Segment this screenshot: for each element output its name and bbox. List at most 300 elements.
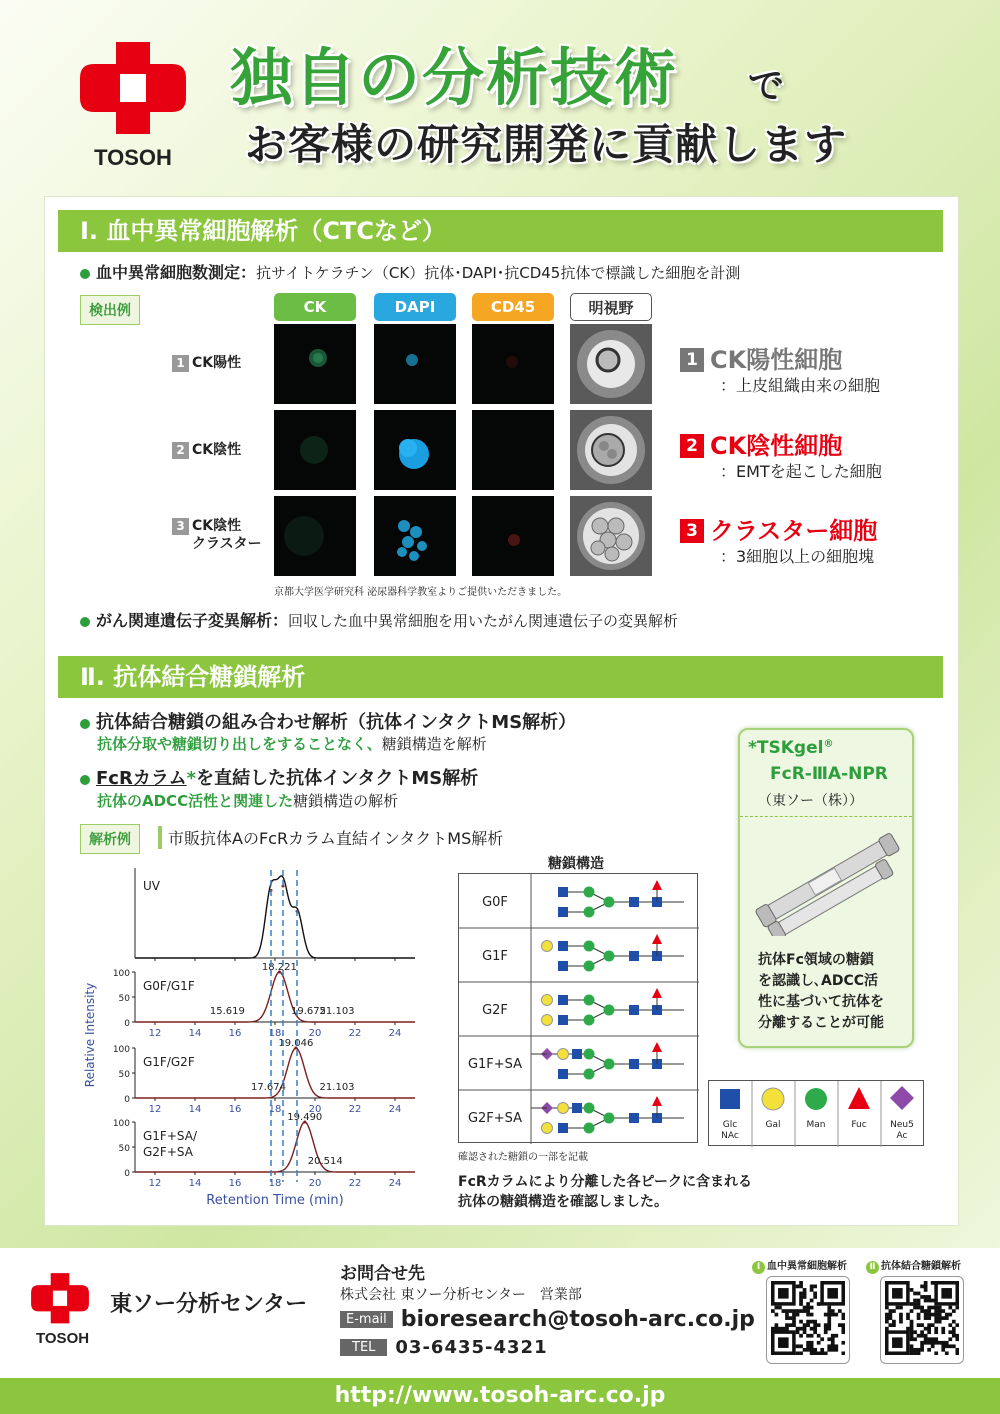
s2-bullet1-head: 抗体結合糖鎖の組み合わせ解析（抗体インタクトMS解析） <box>96 712 577 733</box>
qr-module <box>799 1299 803 1303</box>
qr-module <box>931 1281 935 1285</box>
x-tick-label: 14 <box>188 1178 202 1189</box>
fucose-icon <box>848 1087 870 1109</box>
qr-module <box>917 1306 921 1310</box>
qr-module <box>799 1344 803 1348</box>
qr-module <box>803 1292 807 1296</box>
conclusion <box>458 1172 752 1212</box>
qr-module <box>934 1313 938 1317</box>
desc-line: 性に基づいて抗体を <box>758 994 884 1010</box>
section2-bullet1 <box>80 708 576 734</box>
qr-module <box>945 1344 949 1348</box>
qr-module <box>827 1316 831 1320</box>
channel-label-brightfield: 明視野 <box>570 293 652 321</box>
qr-module <box>785 1309 789 1313</box>
data-label: 21.103 <box>319 1082 355 1093</box>
sub-title: お客様の研究開発に貢献します <box>245 120 848 169</box>
qr-module <box>931 1299 935 1303</box>
qr-module <box>941 1316 945 1320</box>
qr-module <box>910 1351 914 1355</box>
qr-module <box>841 1316 845 1320</box>
section1-bullet1 <box>80 260 740 283</box>
qr-module <box>796 1344 800 1348</box>
bullet1-text: 抗サイトケラチン（CK）抗体･DAPI･抗CD45抗体で標識した細胞を計測 <box>256 264 741 282</box>
qr-module <box>889 1323 893 1327</box>
channel-label-cd45: CD45 <box>472 293 554 321</box>
row-num: 3 <box>172 518 189 535</box>
x-tick-label: 16 <box>228 1028 242 1039</box>
qr-module <box>938 1341 942 1345</box>
section2-bullet2-sub <box>97 790 398 811</box>
qr1-text: 血中異常細胞解析 <box>767 1261 847 1272</box>
qr-module <box>827 1320 831 1324</box>
glcnac-icon <box>629 951 639 961</box>
glcnac-icon <box>572 1049 582 1059</box>
qr-module <box>906 1327 910 1331</box>
qr-module <box>952 1330 956 1334</box>
galactose-icon <box>542 1123 553 1134</box>
qr-module <box>945 1313 949 1317</box>
x-tick-label: 18 <box>268 1028 282 1039</box>
qr-module <box>924 1337 928 1341</box>
qr1-label <box>752 1257 847 1274</box>
cell-image <box>472 410 554 490</box>
glycan-name: G2F <box>482 1003 508 1018</box>
data-label: 15.619 <box>209 1006 245 1017</box>
qr-module <box>945 1341 949 1345</box>
qr-module <box>917 1299 921 1303</box>
analysis-example-tag: 解析例 <box>80 824 140 854</box>
data-label: 20.514 <box>307 1156 343 1167</box>
qr-module <box>813 1320 817 1324</box>
qr-module <box>778 1327 782 1331</box>
cell-image <box>374 496 456 576</box>
mannose-icon <box>604 1059 615 1070</box>
qr-module <box>885 1320 889 1324</box>
result-text: CK陽性細胞 <box>710 346 843 374</box>
qr-module <box>782 1327 786 1331</box>
qr-module <box>841 1323 845 1327</box>
x-tick-label: 22 <box>348 1104 362 1115</box>
qr-module <box>806 1302 810 1306</box>
panel-name: G0F/G1F <box>143 979 195 993</box>
y-tick-label: 50 <box>118 1144 130 1154</box>
qr-module <box>841 1330 845 1334</box>
row-label-1 <box>172 352 241 372</box>
glycan-name: G2F+SA <box>467 1111 523 1126</box>
data-label: 19.675 <box>291 1006 326 1017</box>
qr-module <box>806 1309 810 1313</box>
qr2-label <box>866 1257 961 1274</box>
divider <box>740 816 912 817</box>
qr-module <box>913 1302 917 1306</box>
bullet2-head: がん関連遺伝子変異解析： <box>96 611 289 630</box>
panel-name: UV <box>143 879 160 893</box>
reg-mark: ® <box>823 738 834 750</box>
qr-module <box>796 1309 800 1313</box>
qr-module <box>799 1302 803 1306</box>
panel-name: G1F+SA/ <box>143 1129 197 1143</box>
qr-module <box>927 1330 931 1334</box>
y-tick-label: 100 <box>112 1119 130 1129</box>
cell-image <box>472 324 554 404</box>
qr-module <box>941 1344 945 1348</box>
qr-module <box>785 1323 789 1327</box>
qr-module <box>827 1327 831 1331</box>
qr-module <box>948 1330 952 1334</box>
qr-module <box>892 1309 896 1313</box>
qr-module <box>813 1351 817 1355</box>
qr-module <box>927 1299 931 1303</box>
fucose-icon <box>652 934 662 944</box>
qr-module <box>934 1306 938 1310</box>
qr-module <box>810 1299 814 1303</box>
email-row <box>340 1307 755 1332</box>
qr-module <box>955 1334 959 1338</box>
qr-module <box>817 1302 821 1306</box>
qr-module <box>806 1306 810 1310</box>
result-title-2 <box>680 426 842 461</box>
qr-module <box>785 1327 789 1331</box>
qr-code-1[interactable] <box>766 1276 850 1364</box>
x-tick-label: 24 <box>388 1104 402 1115</box>
qr-module <box>924 1313 928 1317</box>
x-tick-label: 18 <box>268 1104 282 1115</box>
mannose-icon <box>584 1049 595 1060</box>
qr-module <box>941 1309 945 1313</box>
qr-module <box>810 1288 814 1292</box>
tel-number[interactable]: 03-6435-4321 <box>395 1337 548 1358</box>
bullet1-head: 血中異常細胞数測定： <box>96 263 257 282</box>
legend-label: Neu5 <box>890 1120 914 1130</box>
row-label-2 <box>172 439 241 459</box>
qr-module <box>810 1344 814 1348</box>
qr-module <box>838 1323 842 1327</box>
qr-module <box>831 1337 835 1341</box>
qr-module <box>885 1313 889 1317</box>
qr-module <box>789 1316 793 1320</box>
qr-module <box>792 1323 796 1327</box>
qr-module <box>885 1327 889 1331</box>
footer-cross-icon <box>30 1272 90 1324</box>
qr-module <box>775 1323 779 1327</box>
email-label: E-mail <box>340 1311 393 1328</box>
qr-module <box>806 1341 810 1345</box>
qr-module <box>920 1334 924 1338</box>
qr-module <box>938 1316 942 1320</box>
qr-module <box>796 1330 800 1334</box>
qr-module <box>831 1309 835 1313</box>
x-tick-label: 16 <box>228 1104 242 1115</box>
qr-module <box>789 1309 793 1313</box>
qr-module <box>945 1316 949 1320</box>
qr-module <box>917 1348 921 1352</box>
qr-module <box>917 1292 921 1296</box>
qr-module <box>931 1341 935 1345</box>
qr-module <box>817 1334 821 1338</box>
qr-module <box>920 1295 924 1299</box>
qr-module <box>910 1302 914 1306</box>
data-label: 17.674 <box>250 1082 286 1093</box>
qr-module <box>941 1330 945 1334</box>
conclusion-line1: FcRカラムにより分離した各ピークに含まれる <box>458 1174 752 1190</box>
qr-module <box>910 1320 914 1324</box>
qr-module <box>913 1330 917 1334</box>
qr-module <box>799 1285 803 1289</box>
tosoh-logo <box>78 40 188 170</box>
result-sub-2: ：EMTを起こした細胞 <box>720 462 882 481</box>
cell-image <box>472 496 554 576</box>
email-address[interactable]: bioresearch@tosoh-arc.co.jp <box>400 1307 755 1332</box>
qr-module <box>948 1313 952 1317</box>
qr-finder <box>778 1337 789 1348</box>
qr-module <box>799 1292 803 1296</box>
glcnac-icon <box>629 1113 639 1123</box>
qr-module <box>910 1337 914 1341</box>
x-tick-label: 22 <box>348 1178 362 1189</box>
s2-bullet1-tail: 糖鎖構造を解析 <box>381 735 487 753</box>
qr-module <box>910 1330 914 1334</box>
qr-module <box>827 1323 831 1327</box>
qr-module <box>817 1323 821 1327</box>
qr-module <box>913 1292 917 1296</box>
qr-module <box>948 1344 952 1348</box>
qr-module <box>885 1316 889 1320</box>
qr-module <box>917 1334 921 1338</box>
cell-image <box>570 496 652 576</box>
qr-module <box>841 1341 845 1345</box>
glycan-header: 糖鎖構造 <box>548 856 604 872</box>
glycan-note: 確認された糖鎖の一部を記載 <box>458 1152 588 1163</box>
qr-module <box>920 1344 924 1348</box>
qr-module <box>841 1351 845 1355</box>
qr-module <box>806 1334 810 1338</box>
x-axis-label: Retention Time (min) <box>206 1193 344 1208</box>
panel-name-2: G2F+SA <box>143 1145 193 1159</box>
qr-module <box>827 1344 831 1348</box>
qr-module <box>927 1337 931 1341</box>
qr-module <box>778 1306 782 1310</box>
qr-module <box>792 1309 796 1313</box>
qr-module <box>771 1309 775 1313</box>
qr-module <box>831 1313 835 1317</box>
glycan-name: G0F <box>482 895 508 910</box>
qr-module <box>917 1302 921 1306</box>
glcnac-icon <box>558 995 568 1005</box>
qr-module <box>924 1281 928 1285</box>
footer-company: 東ソー分析センター <box>110 1292 308 1317</box>
qr-module <box>813 1330 817 1334</box>
legend-symbols <box>709 1081 925 1147</box>
qr-module <box>817 1341 821 1345</box>
desc-line: 抗体Fc領域の糖鎖 <box>758 952 874 968</box>
qr-module <box>889 1316 893 1320</box>
galactose-icon <box>762 1088 784 1110</box>
qr-module <box>803 1348 807 1352</box>
result-title-1 <box>680 340 842 375</box>
s2-bullet2-green: 抗体のADCC活性と関連した <box>97 792 294 810</box>
qr-module <box>924 1288 928 1292</box>
glycan-structures <box>459 874 699 1144</box>
qr-module <box>927 1327 931 1331</box>
glycan-legend <box>708 1080 924 1146</box>
qr-module <box>955 1337 959 1341</box>
series-line <box>135 876 415 958</box>
x-tick-label: 20 <box>308 1104 322 1115</box>
qr-module <box>813 1327 817 1331</box>
qr-module <box>799 1309 803 1313</box>
qr-module <box>948 1323 952 1327</box>
glcnac-icon <box>572 1103 582 1113</box>
qr-module <box>941 1348 945 1352</box>
qr2-text: 抗体結合糖鎖解析 <box>881 1261 961 1272</box>
qr-module <box>892 1323 896 1327</box>
mannose-icon <box>584 961 595 972</box>
qr-module <box>820 1351 824 1355</box>
qr-module <box>834 1344 838 1348</box>
qr-module <box>827 1309 831 1313</box>
qr2-num: Ⅱ <box>866 1261 879 1274</box>
qr-module <box>910 1327 914 1331</box>
x-tick-label: 22 <box>348 1028 362 1039</box>
qr-module <box>799 1295 803 1299</box>
qr-module <box>920 1309 924 1313</box>
product-model: FcR-ⅢA-NPR <box>770 764 888 784</box>
qr-module <box>785 1316 789 1320</box>
qr-module <box>924 1334 928 1338</box>
row-text-2: クラスター <box>192 536 262 552</box>
glcnac-icon <box>720 1089 740 1109</box>
cell-image <box>374 410 456 490</box>
tosoh-cross-icon <box>78 40 188 135</box>
x-tick-label: 12 <box>148 1028 162 1039</box>
x-tick-label: 12 <box>148 1178 162 1189</box>
qr-module <box>896 1306 900 1310</box>
qr-module <box>924 1309 928 1313</box>
qr-module <box>834 1348 838 1352</box>
tel-row <box>340 1337 548 1358</box>
qr-module <box>938 1313 942 1317</box>
qr-module <box>955 1306 959 1310</box>
qr-module <box>927 1313 931 1317</box>
qr-module <box>906 1316 910 1320</box>
conclusion-line2: 抗体の糖鎖構造を確認しました。 <box>458 1194 668 1210</box>
qr-module <box>803 1295 807 1299</box>
glcnac-icon <box>558 961 568 971</box>
mannose-icon <box>604 1113 615 1124</box>
qr-module <box>775 1313 779 1317</box>
y-tick-label: 0 <box>124 1019 130 1029</box>
y-axis-label: Relative Intensity <box>83 982 97 1088</box>
footer-logo-text: TOSOH <box>36 1330 90 1347</box>
qr-module <box>920 1348 924 1352</box>
chromatogram-chart <box>80 860 425 1210</box>
contact-title: お問合せ先 <box>340 1264 425 1284</box>
qr-module <box>810 1285 814 1289</box>
qr-finder <box>827 1288 838 1299</box>
qr-module <box>799 1281 803 1285</box>
qr-module <box>917 1323 921 1327</box>
qr-module <box>810 1306 814 1310</box>
qr-module <box>931 1337 935 1341</box>
s2-bullet1-green: 抗体分取や糖鎖切り出しをすることなく、 <box>97 735 382 753</box>
legend-label: Glc <box>722 1120 738 1130</box>
qr-module <box>799 1320 803 1324</box>
mannose-icon <box>584 995 595 1006</box>
legend-label-2: NAc <box>721 1131 739 1141</box>
fucose-icon <box>652 1096 662 1106</box>
qr-module <box>934 1330 938 1334</box>
data-label: 19.046 <box>278 1038 314 1049</box>
galactose-icon <box>542 941 553 952</box>
y-tick-label: 100 <box>112 1045 130 1055</box>
qr-module <box>931 1344 935 1348</box>
qr-module <box>920 1330 924 1334</box>
x-tick-label: 12 <box>148 1104 162 1115</box>
product-description <box>758 950 884 1034</box>
mannose-icon <box>604 951 615 962</box>
qr-module <box>906 1313 910 1317</box>
fcr-column-text: FcRカラム <box>96 768 187 789</box>
legend-label: Gal <box>765 1120 781 1130</box>
qr-module <box>913 1306 917 1310</box>
qr-module <box>838 1309 842 1313</box>
mannose-icon <box>805 1088 827 1110</box>
mannose-icon <box>584 907 595 918</box>
x-tick-label: 24 <box>388 1028 402 1039</box>
x-tick-label: 14 <box>188 1104 202 1115</box>
qr-module <box>820 1337 824 1341</box>
product-box <box>738 728 914 1048</box>
qr-module <box>913 1337 917 1341</box>
galactose-icon <box>558 1049 569 1060</box>
qr-module <box>792 1313 796 1317</box>
qr-module <box>927 1341 931 1345</box>
qr-module <box>934 1351 938 1355</box>
glcnac-icon <box>558 907 568 917</box>
qr-code-2[interactable] <box>880 1276 964 1364</box>
qr-module <box>934 1320 938 1324</box>
qr-module <box>810 1320 814 1324</box>
glcnac-icon <box>558 941 568 951</box>
row-text: CK陽性 <box>192 355 242 371</box>
legend-label-2: Ac <box>896 1131 908 1141</box>
result-num: 1 <box>680 348 704 372</box>
product-maker: （東ソー（株）） <box>758 793 863 809</box>
qr-module <box>889 1313 893 1317</box>
qr-module <box>910 1348 914 1352</box>
bullet2-text: 回収した血中異常細胞を用いたがん関連遺伝子の変異解析 <box>288 612 679 630</box>
bullet-dot-icon <box>80 617 90 627</box>
qr-module <box>813 1348 817 1352</box>
qr-module <box>824 1327 828 1331</box>
qr-finder <box>892 1337 903 1348</box>
main-title: 独自の分析技術 <box>230 41 679 114</box>
qr-module <box>910 1323 914 1327</box>
qr-module <box>934 1341 938 1345</box>
galactose-icon <box>558 1103 569 1114</box>
qr-module <box>796 1327 800 1331</box>
qr-module <box>803 1306 807 1310</box>
website-url[interactable]: http://www.tosoh-arc.co.jp <box>0 1378 1000 1414</box>
detection-example-tag: 検出例 <box>80 295 140 325</box>
qr-module <box>910 1344 914 1348</box>
qr-module <box>924 1285 928 1289</box>
qr-code-icon <box>885 1281 959 1355</box>
result-num: 3 <box>680 519 704 543</box>
qr-module <box>810 1327 814 1331</box>
qr-module <box>827 1306 831 1310</box>
